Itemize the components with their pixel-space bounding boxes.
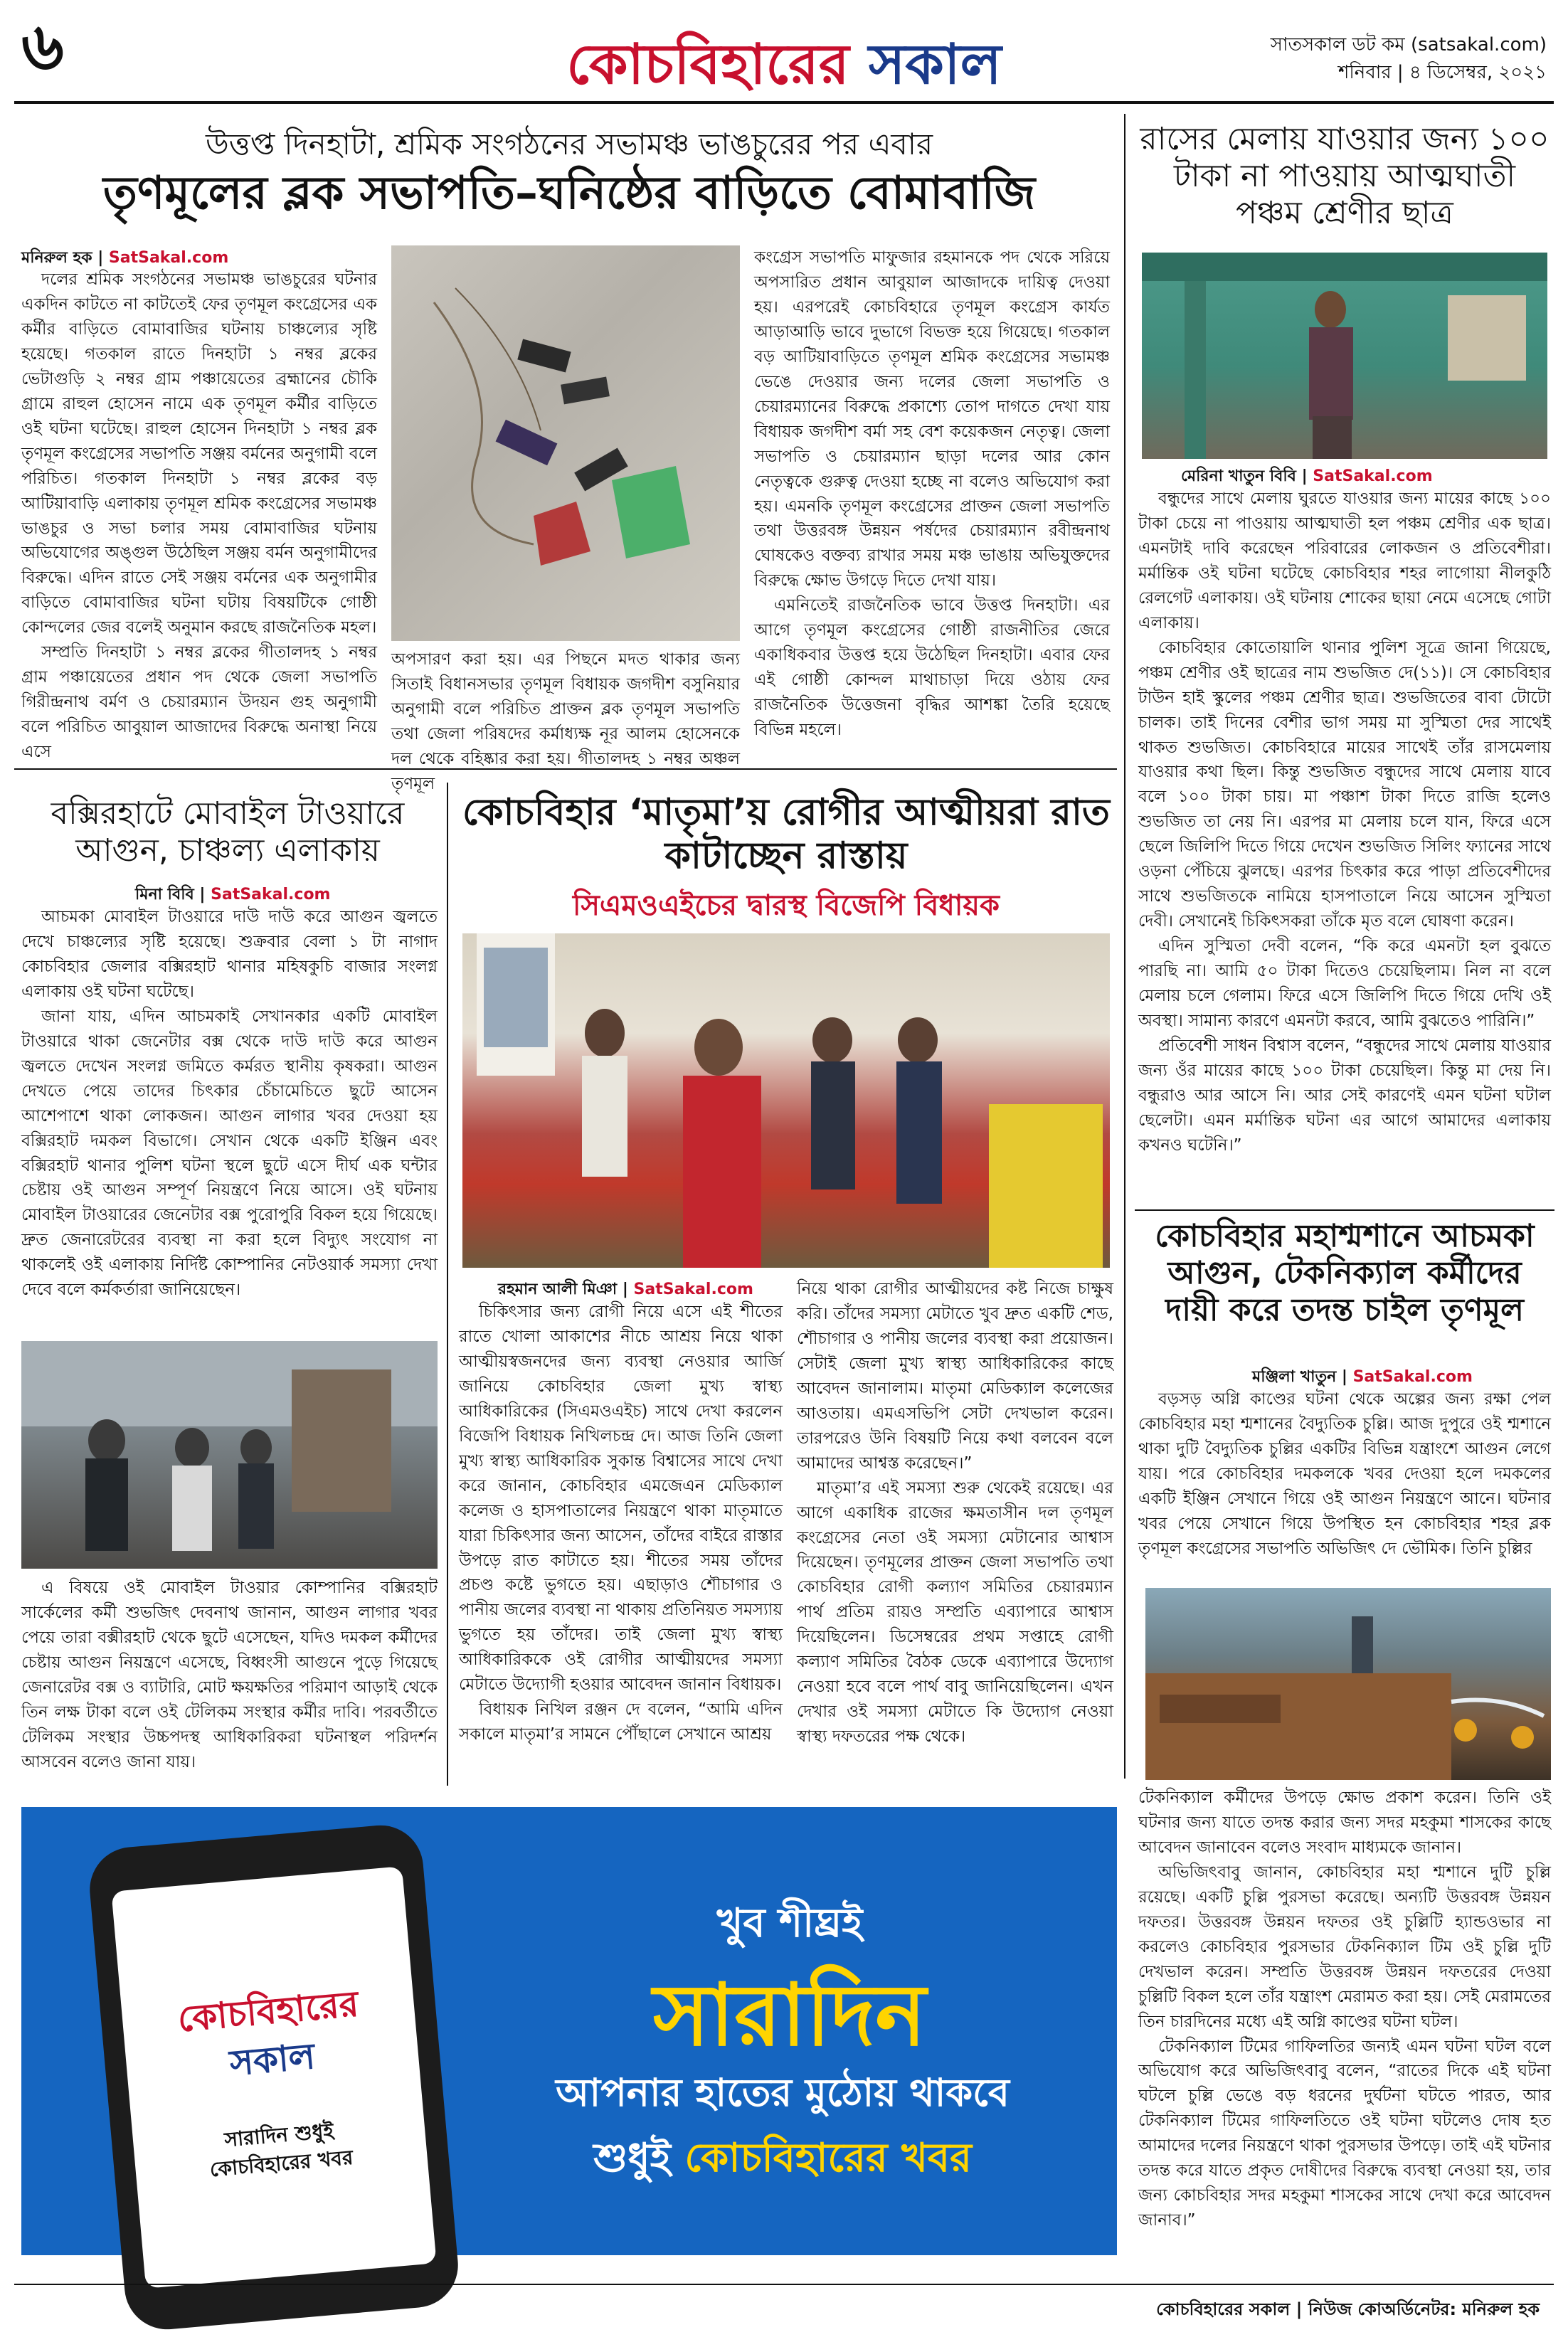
matrima-subhead: সিএমওএইচের দ্বারস্থ বিজেপি বিধায়ক: [573, 889, 1000, 922]
ras-bottom-rule: [1135, 1209, 1554, 1211]
masthead-title-part1: কোচবিহারের: [566, 33, 849, 97]
matrima-photo: [462, 933, 1110, 1268]
footer-credit: কোচবিহারের সকাল | নিউজ কোঅর্ডিনেটর: মনিরুল হক: [1156, 2299, 1540, 2319]
matrima-col1: [459, 1300, 783, 1791]
matrima-byline-name: রহমান আলী মিঞা: [498, 1281, 618, 1298]
lead-bottom-rule: [14, 768, 1117, 770]
matrima-col1-p2: বিধায়ক নিখিল রঞ্জন দে বলেন, “আমি এদিন সকালে মাতৃমা’র সামনে পৌঁছালে সেখানে আশ্রয়: [459, 1700, 783, 1744]
crem-headline: কোচবিহার মহাশ্মশানে আচমকা আগুন, টেকনিক্যাল কর্মীদের দায়ী করে তদন্ত চাইল তৃণমূল: [1155, 1218, 1535, 1328]
ad-line1: খুব শীঘ্রই: [716, 1900, 863, 1946]
lead-col1: [21, 267, 377, 762]
lead-photo: [391, 245, 740, 641]
page-number: ৬: [21, 9, 64, 85]
matrima-col2-p2: মাতৃমা’র এই সমস্যা শুরু থেকেই রয়েছে। এর আগে একাধিক রাজের ক্ষমতাসীন দল তৃণমূল কংগ্রেসের নেতা ওই সমস্যা মেটানোর আশ্বাস দিয়েছেন। তৃণমূলের প্রাক্তন জেলা সভাপতি তথা কোচবিহার রোগী কল্যাণ সমিতির চেয়ারম্যান পার্থ প্রতিম রায়ও সম্প্রতি এব্যাপারে আশ্বাস দিয়েছিলেন। ডিসেম্বরের প্রথম সপ্তাহে রোগী কল্যাণ সমিতির বৈঠক ডেকে এব্যাপারে উদ্যোগ নেওয়া হবে বলে পার্থ বাবু জানিয়েছিলেন। এখন দেখার ওই সমস্যা মেটাতে কি উদ্যোগ নেওয়া স্বাস্থ্য দফতরের পক্ষ থেকে।: [797, 1478, 1113, 1747]
lead-kicker: উত্তপ্ত দিনহাটা, শ্রমিক সংগঠনের সভামঞ্চ ভাঙচুরের পর এবার: [205, 127, 933, 161]
tower-p2: জানা যায়, এদিন আচমকাই সেখানকার একটি মোবাইল টাওয়ারে থাকা জেনেটার বক্স থেকে দাউ দাউ করে আগুন জ্বলতে দেখেন সংলগ্ন জমিতে কর্মরত স্থানীয় কৃষকরা। আগুন দেখতে পেয়ে তাদের চিৎকার চেঁচামেচিতে ছুটে আসেন আশেপাশে থাকা লোকজন। আগুন লাগার খবর দেওয়া হয় বক্সিরহাট দমকল বিভাগে। সেখান থেকে একটি ইঞ্জিন এবং বক্সিরহাট থানার পুলিশ ঘটনা স্থলে ছুটে এসে দীর্ঘ এক ঘন্টার চেষ্টায় ওই আগুন সম্পূর্ণ নিয়ন্ত্রণে নিয়ে আসে। ওই ঘটনায় মোবাইল টাওয়ারের জেনেটার বক্স পুরোপুরি বিকল হয়ে গিয়েছে। দ্রুত জেনারেটরের ব্যবস্থা না করা হলে বিদ্যুৎ সংযোগ না থাকলেই ওই এলাকায় নির্দিষ্ট কোম্পানির নেটওয়ার্ক সমস্যা দেখা দেবে বলে কর্মকর্তারা জানিয়েছেন।: [21, 1007, 438, 1300]
crem-byline-site: SatSakal.com: [1352, 1368, 1473, 1386]
ad-line3: আপনার হাতের মুঠোয় থাকবে: [556, 2070, 1010, 2115]
masthead-date: শনিবার | ৪ ডিসেম্বর, ২০২১: [1337, 62, 1547, 83]
ad-banner[interactable]: [21, 1807, 1117, 2255]
lead-byline-site: SatSakal.com: [108, 249, 229, 267]
crem-p1: বড়সড় অগ্নি কাণ্ডের ঘটনা থেকে অল্পের জন্য রক্ষা পেল কোচবিহার মহা শ্মশানের বৈদ্যুতিক চুল্লি। আজ দুপুরে ওই শ্মশানে থাকা দুটি বৈদ্যুতিক চুল্লির একটির বিভিন্ন যন্ত্রাংশে আগুন লেগে যায়। পরে কোচবিহার দমকলকে খবর দেওয়া হলে দমকলের একটি ইঞ্জিন সেখানে গিয়ে ওই আগুন নিয়ন্ত্রণে আনে। ঘটনার খবর পেয়ে সেখানে গিয়ে উপস্থিত হন কোচবিহার শহর ব্লক তৃণমূল কংগ্রেসের সভাপতি অভিজিৎ দে ভৌমিক। তিনি চুল্লির: [1138, 1390, 1551, 1558]
lead-col1-p1: দলের শ্রমিক সংগঠনের সভামঞ্চ ভাঙচুরের ঘটনার একদিন কাটতে না কাটতেই ফের তৃণমূল কংগ্রেসের এক কর্মীর বাড়িতে বোমাবাজির ঘটনায় চাঞ্চল্যের সৃষ্টি হয়েছে। গতকাল রাতে দিনহাটা ১ নম্বর ব্লকের ভেটাগুড়ি ২ নম্বর গ্রাম পঞ্চায়েতের ব্রহ্মানের চৌকি গ্রামে রাহুল হোসেন নামে এক তৃণমূল কর্মীর বাড়িতে ওই ঘটনা ঘটেছে। রাহুল হোসেন দিনহাটা ১ নম্বর ব্লক তৃণমূল কংগ্রেসের সভাপতি সঞ্জয় বর্মনের অনুগামী বলে পরিচিত। গতকাল দিনহাটা ১ নম্বর ব্লকের বড় আটিয়াবাড়ি এলাকায় তৃণমূল শ্রমিক কংগ্রেসের সভামঞ্চ ভাঙচুর ও সভা চলার সময় বোমাবাজির ঘটনায় অভিযোগের অঙ্গুল উঠেছিল সঞ্জয় বর্মন অনুগামীদের বিরুদ্ধে। এদিন রাতে সেই সঞ্জয় বর্মনের এক অনুগামীর বাড়িতে বোমাবাজির ঘটনা ঘটায় বিষয়টিকে গোষ্ঠী কোন্দলের জের বলেই অনুমান করছে রাজনৈতিক মহল।: [21, 270, 377, 637]
ras-headline: রাসের মেলায় যাওয়ার জন্য ১০০ টাকা না পাওয়ায় আত্মঘাতী পঞ্চম শ্রেণীর ছাত্র: [1140, 121, 1550, 231]
ras-byline: মেরিনা খাতুন বিবি | SatSakal.com: [1181, 467, 1433, 485]
crem-body-top: [1138, 1387, 1551, 1579]
ras-p1: বন্ধুদের সাথে মেলায় ঘুরতে যাওয়ার জন্য মায়ের কাছে ১০০ টাকা চেয়ে না পাওয়ায় আত্মঘাতী হল পঞ্চম শ্রেণীর এক ছাত্র। এমনটাই দাবি করেছেন পরিবারের লোকজন ও প্রতিবেশীরা। মর্মান্তিক ওই ঘটনা ঘটেছে কোচবিহার শহর লাগোয়া নীলকুঠি রেলগেট এলাকায়। ওই ঘটনায় শোকের ছায়া নেমে এসেছে গোটা এলাকায়।: [1138, 489, 1551, 632]
tower-body-bottom: [21, 1576, 438, 1789]
lead-col3-p1: কংগ্রেস সভাপতি মাফুজার রহমানকে পদ থেকে সরিয়ে অপসারিত প্রধান আবুয়াল আজাদকে দায়িত্ব দেওয়া হয়। এরপরেই কোচবিহারে তৃণমূল কংগ্রেস কার্যত আড়াআড়ি ভাবে দুভাগে বিভক্ত হয়ে গিয়েছে। গতকাল বড় আটিয়াবাড়িতে তৃণমূল শ্রমিক কংগ্রেসের সভামঞ্চ ভেঙে দেওয়ার জন্য দলের জেলা সভাপতি ও চেয়ারম্যানের বিরুদ্ধে প্রকাশ্যে তোপ দাগতে দেখা যায় বিধায়ক জগদীশ বর্মা সহ বেশ কয়েকজন নেতৃত্ব। জেলা সভাপতি ও চেয়ারম্যান ছাড়া দলের আর কোন নেতৃত্বকে গুরুত্ব দেওয়া হচ্ছে না বলেও অভিযোগ করা হয়। এমনকি তৃণমূল কংগ্রেসের প্রাক্তন জেলা সভাপতি তথা উত্তরবঙ্গ উন্নয়ন পর্ষদের চেয়ারম্যান রবীন্দ্রনাথ ঘোষকেও বক্তব্য রাখার সময় মঞ্চ ভাঙায় অভিযুক্তদের বিরুদ্ধে ক্ষোভ উগড়ে দিতে দেখা যায়।: [754, 248, 1110, 590]
masthead-info: [1271, 31, 1547, 87]
ras-photo: [1142, 253, 1547, 459]
lead-col3: [754, 245, 1110, 758]
ras-byline-site: SatSakal.com: [1313, 467, 1433, 485]
ad-phone-tag2: কোচবিহারের খবর: [208, 2145, 354, 2182]
ras-p2: কোচবিহার কোতোয়ালি থানার পুলিশ সূত্রে জানা গিয়েছে, পঞ্চম শ্রেণীর ওই ছাত্রের নাম শুভজিত দে(১১)। সে কোচবিহার টাউন হাই স্কুলের পঞ্চম শ্রেণীর ছাত্র। শুভজিতের বাবা টোটো চালক। তাই দিনের বেশীর ভাগ সময় মা সুস্মিতা দের সাথেই থাকত শুভজিত। কোচবিহারে মায়ের সাথেই তাঁর রাসমেলায় যাওয়ার কথা ছিল। কিন্তু শুভজিত বন্ধুদের সাথে মেলায় যাবে বলে ১০০ টাকা চায়। মা পঞ্চাশ টাকা দিতে রাজি হলেও শুভজিত তা নেয় নি। এরপর মা মেলায় চলে যান, ফিরে এসে ছেলে জিলিপি দিতে গিয়ে দেখেন শুভজিত সিলিং ফ্যানের সাথে ওড়না পেঁচিয়ে ঝুলছে। এরপর চিৎকার করে পাড়া প্রতিবেশীদের সাথে শুভজিতকে নামিয়ে হাসপাতালে নিয়ে আসেন সুস্মিতা দেবী। সেখানেই চিকিৎসকরা তাঁকে মৃত বলে ঘোষণা করেন।: [1138, 638, 1551, 931]
lead-byline: মনিরুল হক | SatSakal.com: [21, 249, 229, 267]
crem-body-bottom: [1138, 1786, 1551, 2255]
crem-byline: মঞ্জিলা খাতুন | SatSakal.com: [1252, 1368, 1473, 1386]
lead-col3-p2: এমনিতেই রাজনৈতিক ভাবে উত্তপ্ত দিনহাটা। এর আগে তৃণমূল কংগ্রেসের গোষ্ঠী রাজনীতির জেরে একাধিকবার উত্তপ্ত হয়ে উঠেছিল দিনহাটা। এবার ফের এই গোষ্ঠী কোন্দল মাথাচাড়া দিয়ে ওঠায় ফের রাজনৈতিক উত্তেজনা বৃদ্ধির আশঙ্কা তৈরি হয়েছে বিভিন্ন মহলে।: [754, 596, 1110, 740]
matrima-col2: [797, 1277, 1113, 1789]
matrima-byline: রহমান আলী মিঞা | SatSakal.com: [498, 1281, 753, 1298]
matrima-headline: কোচবিহার ‘মাতৃমা’য় রোগীর আত্মীয়রা রাত কাটাচ্ছেন রাস্তায়: [462, 791, 1110, 878]
ad-line2: সারাদিন: [653, 1966, 926, 2065]
ad-phone: [86, 1822, 461, 2333]
tower-p1: আচমকা মোবাইল টাওয়ারে দাউ দাউ করে আগুন জ্বলতে দেখে চাঞ্চল্যের সৃষ্টি হয়েছে। শুক্রবার বেলা ১ টা নাগাদ কোচবিহার জেলার বক্সিরহাট থানার মহিষকুচি বাজার সংলগ্ন এলাকায় ওই ঘটনা ঘটেছে।: [21, 908, 438, 1001]
lead-col1-p2: সম্প্রতি দিনহাটা ১ নম্বর ব্লকের গীতালদহ ১ নম্বর গ্রাম পঞ্চায়েতের প্রধান পদ থেকে জেলা সভাপতি গিরীন্দ্রনাথ বর্মণ ও চেয়ারম্যান উদয়ন গুহ অনুগামী বলে পরিচিত আবুয়াল আজাদের বিরুদ্ধে অনাস্থা নিয়ে এসে: [21, 643, 377, 762]
tower-byline: মিনা বিবি | SatSakal.com: [135, 886, 331, 904]
masthead-rule: [14, 101, 1554, 104]
ad-phone-screen: [111, 1866, 436, 2289]
tower-byline-site: SatSakal.com: [211, 886, 331, 904]
tower-p3: এ বিষয়ে ওই মোবাইল টাওয়ার কোম্পানির বক্সিরহাট সার্কেলের কর্মী শুভজিৎ দেবনাথ জানান, আগুন লাগার খবর পেয়ে তারা বক্সীরহাট থেকে ছুটে এসেছেন, যদিও দমকল কর্মীদের চেষ্টায় আগুন নিয়ন্ত্রণে এসেছে, বিধ্বংসী আগুনে পুড়ে গিয়েছে জেনারেটর বক্স ও ব্যাটারি, মোট ক্ষয়ক্ষতির পরিমাণ আড়াই থেকে তিন লক্ষ টাকা বলে ওই টেলিকম সংস্থার কর্মীর দাবি। পরবর্তীতে টেলিকম সংস্থার উচ্চপদস্থ আধিকারিকরা ঘটনাস্থল পরিদর্শন আসবেন বলেও জানা যায়।: [21, 1579, 438, 1771]
masthead-title-part2: সকাল: [868, 33, 1002, 97]
ad-phone-title1: কোচবিহারের: [176, 1983, 361, 2040]
ad-phone-tag1: সারাদিন শুধুই: [223, 2119, 335, 2152]
crem-photo: [1145, 1588, 1551, 1780]
ad-line4b: কোচবিহারের খবর: [684, 2135, 972, 2181]
matrima-col2-p1: নিয়ে থাকা রোগীর আত্মীয়দের কষ্ট নিজে চাক্ষুষ করি। তাঁদের সমস্যা মেটাতে খুব দ্রুত একটি শেড, শৌচাগার ও পানীয় জলের ব্যবস্থা করা প্রয়োজন। সেটাই জেলা মুখ্য স্বাস্থ্য আধিকারিকের কাছে আবেদন জানালাম। মাতৃমা মেডিক্যাল কলেজের আওতায়। এমএসভিপি সেটা দেখভাল করেন। তারপরেও উনি বিষয়টি নিয়ে কথা বলবেন বলে আমাদের আশ্বস্ত করেছেন।”: [797, 1280, 1113, 1473]
lead-byline-name: মনিরুল হক: [21, 249, 92, 267]
ras-body: [1138, 487, 1551, 1205]
crem-byline-name: মঞ্জিলা খাতুন: [1252, 1368, 1337, 1386]
ad-line4: [462, 2127, 1103, 2194]
crem-p2: টেকনিক্যাল কর্মীদের উপড়ে ক্ষোভ প্রকাশ করেন। তিনি ওই ঘটনার জন্য যাতে তদন্ত করার জন্য সদর মহকুমা শাসকের কাছে আবেদন জানাবেন বলেও সংবাদ মাধ্যমকে জানান।: [1138, 1789, 1551, 1857]
ad-line4a: শুধুই: [593, 2135, 671, 2181]
ras-p3: এদিন সুস্মিতা দেবী বলেন, “কি করে এমনটা হল বুঝতে পারছি না। আমি ৫০ টাকা দিতেও চেয়েছিলাম। নিল না বলে মেলায় চলে গেলাম। ফিরে এসে জিলিপি দিতে গিয়ে দেখি ওই অবস্থা। সামান্য কারণে এমনটা করবে, আমি বুঝতেও পারিনি।”: [1138, 937, 1551, 1031]
masthead-site: সাতসকাল ডট কম (satsakal.com): [1270, 34, 1547, 55]
crem-p3: অভিজিৎবাবু জানান, কোচবিহার মহা শ্মশানে দুটি চুল্লি রয়েছে। একটি চুল্লি পুরসভা করেছে। অন্যটি উত্তরবঙ্গ উন্নয়ন দফতর। উত্তরবঙ্গ উন্নয়ন দফতর ওই চুল্লিটি হ্যান্ডওভার না করলেও কোচবিহার পুরসভার টেকনিক্যাল টিম ওই চুল্লি দুটি দেখভাল করেন। সম্প্রতি উত্তরবঙ্গ উন্নয়ন দফতরের দেওয়া চুল্লিটি বিকল হলে তাঁর যন্ত্রাংশ মেরামত করা হয়। সেই মেরামতের তিন চারদিনের মধ্যে এই অগ্নি কাণ্ডের ঘটনা ঘটল।: [1138, 1863, 1551, 2031]
ras-p4: প্রতিবেশী সাধন বিশ্বাস বলেন, “বন্ধুদের সাথে মেলায় যাওয়ার জন্য ওঁর মায়ের কাছে ১০০ টাকা চেয়েছিল। কিন্তু মা দেয় নি। বন্ধুরাও আর আসে নি। আর সেই কারণেই এমন ঘটনা ঘটাল ছেলেটা। এমন মর্মান্তিক ঘটনা এর আগে আমাদের এলাকায় কখনও ঘটেনি।”: [1138, 1036, 1551, 1155]
tower-headline: বক্সিরহাটে মোবাইল টাওয়ারে আগুন, চাঞ্চল্য এলাকায়: [51, 795, 405, 869]
tower-body-top: [21, 905, 438, 1332]
tower-photo: [21, 1341, 438, 1569]
lead-col2-p1: অপসারণ করা হয়। এর পিছনে মদত থাকার জন্য সিতাই বিধানসভার তৃণমূল বিধায়ক জগদীশ বসুনিয়ার অনুগামী বলে পরিচিত প্রাক্তন ব্লক তৃণমূল সভাপতি তথা জেলা পরিষদের কর্মাধ্যক্ষ নূর আলম হোসেনকে দল থেকে বহিষ্কার করা হয়। গীতালদহ ১ নম্বর অঞ্চল তৃণমূল: [391, 650, 740, 793]
lead-headline: তৃণমূলের ব্লক সভাপতি–ঘনিষ্ঠের বাড়িতে বোমাবাজি: [102, 167, 1036, 220]
matrima-col1-p1: চিকিৎসার জন্য রোগী নিয়ে এসে এই শীতের রাতে খোলা আকাশের নীচে আশ্রয় নিয়ে থাকা আত্মীয়স্বজনদের জন্য ব্যবস্থা নেওয়ার আর্জি জানিয়ে কোচবিহার জেলা মুখ্য স্বাস্থ্য আধিকারিকের (সিএমওএইচ) সাথে দেখা করলেন বিজেপি বিধায়ক নিখিলচন্দ্র দে। আজ তিনি জেলা মুখ্য স্বাস্থ্য আধিকারিক সুকান্ত বিশ্বাসের সাথে দেখা করে জানান, কোচবিহার এমজেএন মেডিক্যাল কলেজ ও হাসপাতালের নিয়ন্ত্রণে থাকা মাতৃমাতে যারা চিকিৎসার জন্য আসেন, তাঁদের বাইরে রাস্তার উপড়ে রাত কাটাতে হয়। শীতের সময় তাঁদের প্রচণ্ড কষ্টে ভুগতে হয়। এছাড়াও শৌচাগার ও পানীয় জলের ব্যবস্থা না থাকায় প্রতিনিয়ত সমস্যায় ভুগতে হয় তাঁদের। তাই জেলা মুখ্য স্বাস্থ্য আধিকারিককে ওই রোগীর আত্মীয়দের সমস্যা মেটাতে উদ্যোগী হওয়ার আবেদন জানান বিধায়ক।: [459, 1303, 783, 1695]
ad-phone-title2: সকাল: [228, 2035, 317, 2084]
ras-byline-name: মেরিনা খাতুন বিবি: [1181, 467, 1296, 485]
column-divider: [1124, 114, 1125, 1779]
footer-rule: [14, 2284, 1554, 2285]
lead-col2: [391, 647, 740, 793]
tower-divider: [447, 783, 448, 1786]
tower-byline-name: মিনা বিবি: [135, 886, 194, 904]
crem-p4: টেকনিক্যাল টিমের গাফিলতির জন্যই এমন ঘটনা ঘটল বলে অভিযোগ করে অভিজিৎবাবু বলেন, “রাতের দিকে এই ঘটনা ঘটলে চুল্লি ভেঙে বড় ধরনের দুর্ঘটনা ঘটতে পারত, আর টেকনিক্যাল টিমের গাফিলতিতে ওই ঘটনা ঘটলেও দোষ হত আমাদের দলের নিয়ন্ত্রণে থাকা পুরসভার উপড়ে। তাই এই ঘটনার তদন্ত করে যাতে প্রকৃত দোষীদের বিরুদ্ধে ব্যবস্থা নেওয়া হয়, তার জন্য কোচবিহার সদর মহকুমা শাসকের সাথে দেখা করে আবেদন জানাব।”: [1138, 2037, 1551, 2230]
matrima-byline-site: SatSakal.com: [633, 1281, 753, 1298]
